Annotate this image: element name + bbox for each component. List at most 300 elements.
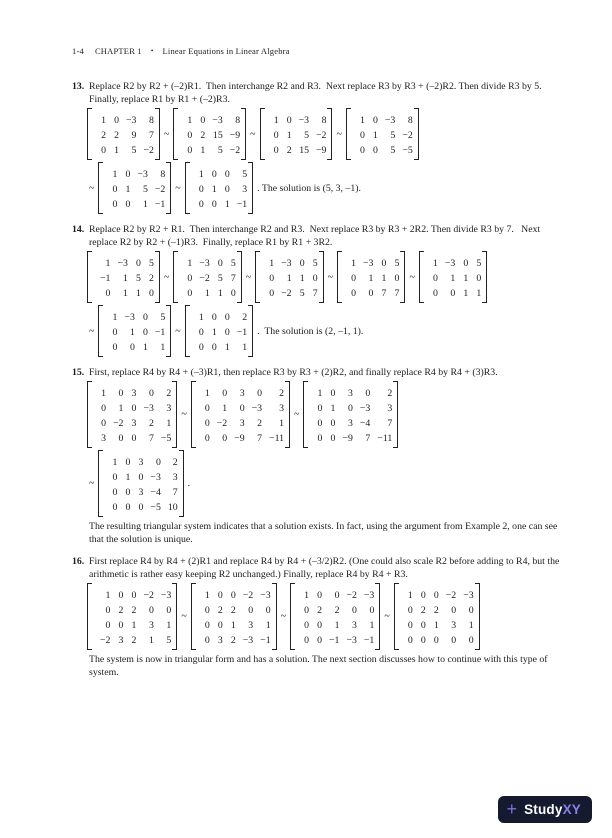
matrix-cell: 0: [198, 342, 204, 353]
matrix-cell: 7: [312, 288, 318, 299]
matrix-cell: 0: [450, 288, 456, 299]
matrix-cell: 0: [166, 605, 172, 616]
matrix-line: [86, 583, 570, 650]
matrix-cell: −2: [143, 590, 154, 601]
matrix-cell: 0: [204, 605, 210, 616]
matrix-cell: 0: [269, 288, 275, 299]
tilde-separator: ~: [181, 611, 187, 622]
matrix-cell: 1: [242, 342, 248, 353]
section-title: Linear Equations in Linear Algebra: [162, 46, 290, 56]
matrix-cell: 3: [148, 620, 154, 631]
matrix-cell: 0: [187, 273, 193, 284]
problem-number: 13.: [72, 81, 85, 92]
matrix-cell: 1: [369, 620, 375, 631]
matrix-line: [86, 381, 570, 448]
problem-number: 15.: [72, 367, 85, 378]
matrix-cell: 0: [200, 115, 206, 126]
matrix: [419, 251, 487, 303]
matrix-cell: 1: [463, 273, 469, 284]
matrix-cell: 1: [166, 418, 172, 429]
matrix-cell: −3: [150, 472, 161, 483]
matrix-cell: 3: [347, 418, 353, 429]
matrix-cell: 0: [138, 502, 144, 513]
matrix-cell: 0: [407, 635, 413, 646]
matrix-cell: 1: [433, 620, 439, 631]
matrix-cell: 0: [432, 273, 438, 284]
matrix-cell: 2: [420, 605, 426, 616]
matrix-cell: 0: [114, 115, 119, 126]
matrix-cell: −9: [229, 130, 241, 141]
matrix-cell: −1: [329, 635, 340, 646]
matrix-cell: 3: [387, 403, 393, 414]
matrix-cell: 0: [230, 590, 236, 601]
matrix-cell: 1: [112, 457, 118, 468]
matrix-cell: 0: [129, 342, 135, 353]
matrix-cell: −1: [154, 199, 166, 210]
matrix-cell: 2: [114, 130, 119, 141]
matrix-cell: 0: [317, 418, 323, 429]
matrix-cell: 0: [407, 620, 413, 631]
matrix-cell: 1: [286, 273, 292, 284]
matrix: [98, 162, 171, 214]
matrix: [87, 583, 177, 650]
matrix-cell: 3: [138, 457, 144, 468]
matrix-cell: 0: [317, 433, 323, 444]
matrix-cell: −3: [298, 115, 310, 126]
matrix-cell: 1: [432, 258, 438, 269]
matrix-cell: 5: [148, 258, 154, 269]
matrix-cell: 5: [230, 258, 236, 269]
matrix-line: [86, 305, 570, 357]
matrix-cell: 3: [166, 403, 172, 414]
matrix-cell: 3: [352, 620, 357, 631]
matrix-cell: −2: [281, 288, 292, 299]
matrix-cell: 7: [148, 130, 154, 141]
matrix-cell: 1: [112, 169, 118, 180]
matrix-cell: 5: [476, 258, 482, 269]
matrix-cell: 1: [160, 342, 166, 353]
matrix-cell: 8: [235, 115, 241, 126]
matrix-lines: [72, 583, 570, 650]
matrix-cell: 0: [217, 258, 223, 269]
matrix-cell: 7: [394, 288, 400, 299]
matrix-cell: 1: [105, 590, 111, 601]
matrix-cell: 0: [312, 273, 318, 284]
tilde-separator: ~: [89, 325, 95, 337]
problem-text: First, replace R4 by R4 + (–3)R1, then replace R3 by R3 + (2)R2, and finally replace R4 by R4 + (3)R3.: [89, 367, 498, 378]
matrix: [173, 251, 241, 303]
matrix-cell: −3: [444, 258, 456, 269]
matrix-cell: 8: [160, 169, 166, 180]
chapter-label: CHAPTER 1: [94, 46, 142, 56]
matrix-cell: 1: [131, 620, 137, 631]
matrix-cell: 1: [166, 620, 172, 631]
matrix-cell: 2: [166, 388, 172, 399]
matrix-cell: 0: [118, 590, 124, 601]
matrix-cell: 5: [242, 169, 248, 180]
matrix-cell: 0: [433, 635, 439, 646]
matrix-cell: −3: [199, 258, 210, 269]
matrix-cell: 0: [112, 199, 118, 210]
tilde-separator: ~: [163, 271, 170, 283]
matrix-cell: 1: [187, 115, 193, 126]
matrix-cell: 1: [122, 288, 128, 299]
matrix-cell: 0: [476, 273, 482, 284]
matrix-line-note: . The solution is (2, –1, 1).: [257, 325, 364, 337]
matrix-cell: 1: [129, 327, 135, 338]
matrix: [260, 108, 333, 160]
matrix-cell: 2: [131, 635, 137, 646]
matrix-cell: 1: [114, 145, 119, 156]
matrix-cell: 0: [463, 258, 469, 269]
matrix-cell: 0: [118, 620, 124, 631]
matrix-cell: 0: [286, 115, 292, 126]
matrix-cell: 0: [372, 115, 378, 126]
matrix-cell: 0: [248, 605, 254, 616]
matrix-cell: 1: [148, 635, 154, 646]
matrix-cell: 1: [330, 403, 336, 414]
matrix-cell: −3: [251, 403, 263, 414]
matrix-cell: 3: [131, 388, 137, 399]
tilde-separator: ~: [327, 271, 334, 283]
matrix-cell: 2: [118, 605, 124, 616]
tilde-separator: ~: [175, 182, 181, 194]
matrix-cell: 5: [394, 258, 400, 269]
matrix-cell: 0: [198, 199, 204, 210]
matrix-cell: −1: [236, 199, 248, 210]
matrix-cell: −3: [126, 115, 137, 126]
matrix-cell: 1: [204, 288, 210, 299]
matrix-cell: 0: [351, 273, 357, 284]
matrix-cell: 1: [372, 130, 378, 141]
matrix-cell: 8: [148, 115, 154, 126]
problem-conclusion: The system is now in triangular form and has a solution. The next section discusses how to continue with this type of system.: [89, 654, 551, 678]
matrix: [394, 583, 480, 650]
matrix-cell: 1: [224, 199, 230, 210]
matrix: [255, 251, 323, 303]
matrix-cell: 3: [131, 418, 137, 429]
matrix-cell: −5: [160, 433, 172, 444]
matrix: [185, 305, 253, 357]
matrix: [191, 381, 290, 448]
matrix-line: [86, 450, 570, 517]
matrix-cell: 1: [468, 620, 474, 631]
matrix-cell: 1: [273, 115, 279, 126]
matrix-cell: 0: [239, 403, 245, 414]
matrix-cell: 1: [476, 288, 482, 299]
matrix-cell: 0: [118, 433, 124, 444]
matrix-cell: −4: [359, 418, 371, 429]
matrix-cell: 0: [204, 635, 210, 646]
page-number: 1-4: [72, 46, 84, 56]
matrix-cell: 2: [279, 388, 285, 399]
matrix-cell: −11: [269, 433, 285, 444]
problem-head: [72, 80, 570, 106]
matrix-cell: −2: [113, 418, 124, 429]
matrix-cell: 0: [105, 605, 111, 616]
matrix-cell: 0: [369, 605, 375, 616]
matrix-cell: 0: [230, 288, 236, 299]
problem: [72, 366, 570, 546]
matrix: [87, 108, 160, 160]
matrix-cell: 1: [211, 327, 217, 338]
matrix-cell: 1: [304, 590, 310, 601]
tilde-separator: ~: [163, 128, 170, 140]
matrix-cell: 2: [257, 418, 263, 429]
matrix-cell: 1: [112, 312, 118, 323]
matrix-cell: 0: [433, 590, 439, 601]
matrix-cell: 0: [187, 288, 193, 299]
matrix-cell: −9: [316, 145, 327, 156]
matrix-cell: 1: [279, 418, 285, 429]
matrix-cell: −3: [137, 169, 148, 180]
matrix-cell: 0: [148, 605, 154, 616]
matrix-cell: −2: [154, 184, 166, 195]
matrix-cell: 9: [131, 130, 137, 141]
matrix-cell: −3: [346, 635, 357, 646]
matrix-cell: 1: [200, 145, 206, 156]
matrix-line: [86, 162, 570, 214]
matrix-cell: 0: [112, 184, 118, 195]
tilde-separator: ~: [250, 128, 256, 140]
matrix: [290, 583, 380, 650]
matrix-cell: 0: [125, 457, 131, 468]
matrix-cell: 1: [407, 590, 413, 601]
matrix-cell: 0: [265, 605, 271, 616]
problem-text: First replace R4 by R4 + (2)R1 and replace R4 by R4 + (–3/2)R2. (One could also scale R2 before adding to R4, but the arithmetic is rather easy keeping R2 unchanged.) Finally, replace R4 by R4 + R3.: [89, 556, 562, 580]
matrix-cell: 3: [248, 620, 254, 631]
matrix-cell: 0: [365, 388, 371, 399]
matrix-cell: 0: [381, 258, 387, 269]
matrix-cell: −3: [384, 115, 396, 126]
matrix-cell: 1: [317, 388, 323, 399]
matrix-cell: 1: [368, 273, 374, 284]
matrix-cell: 0: [135, 258, 141, 269]
matrix-cell: 2: [242, 312, 248, 323]
matrix-cell: 1: [286, 130, 292, 141]
matrix-cell: 7: [230, 273, 236, 284]
matrix-cell: 0: [330, 418, 336, 429]
matrix: [346, 108, 419, 160]
matrix-cell: 15: [212, 130, 223, 141]
matrix: [98, 450, 183, 517]
matrix-cell: −3: [242, 635, 254, 646]
matrix-cell: 0: [351, 288, 357, 299]
matrix-cell: 0: [224, 312, 230, 323]
matrix-cell: −9: [234, 433, 245, 444]
matrix-cell: 3: [217, 635, 223, 646]
matrix-cell: 0: [304, 620, 310, 631]
matrix-cell: 0: [451, 635, 457, 646]
matrix-cell: 2: [148, 273, 154, 284]
matrix-cell: −2: [242, 590, 254, 601]
matrix-cell: 1: [142, 342, 148, 353]
matrix-cell: −3: [212, 115, 223, 126]
matrix-cell: 5: [166, 635, 172, 646]
problem: [72, 80, 570, 214]
matrix-line: [86, 108, 570, 160]
matrix-cell: 2: [230, 605, 236, 616]
matrix-cell: 10: [167, 502, 178, 513]
matrix-cell: 0: [334, 590, 340, 601]
matrix-cell: −2: [216, 418, 228, 429]
matrix: [87, 381, 177, 448]
matrix-cell: −2: [316, 130, 327, 141]
matrix-cell: 0: [198, 184, 204, 195]
matrix-cell: 0: [304, 605, 310, 616]
logo-text-accent: XY: [562, 802, 581, 817]
matrix-cell: −3: [260, 590, 271, 601]
matrix-cell: 0: [112, 487, 118, 498]
matrix-cell: 7: [257, 433, 263, 444]
matrix-cell: 1: [204, 388, 210, 399]
problem-text: Replace R2 by R2 + R1. Then interchange R2 and R3. Next replace R3 by R3 + 2R2. Then divide R3 by 7. Next replace R2 by R2 + (–1)R3. Finally, replace R1 by R1 + 3R2.: [89, 224, 543, 248]
matrix-cell: 1: [204, 590, 210, 601]
matrix-cell: 3: [172, 472, 178, 483]
problem-number: 16.: [72, 556, 85, 567]
matrix-cell: 3: [242, 184, 248, 195]
matrix-lines: [72, 251, 570, 357]
matrix-line-note: .: [187, 478, 191, 489]
matrix-cell: 0: [394, 273, 400, 284]
tilde-separator: ~: [89, 182, 95, 194]
matrix-cell: 3: [138, 487, 144, 498]
matrix-cell: −3: [463, 590, 474, 601]
matrix-cell: 0: [359, 145, 365, 156]
matrix-cell: 15: [299, 145, 310, 156]
matrix-cell: −11: [377, 433, 393, 444]
matrix-cell: 3: [101, 433, 106, 444]
matrix-cell: 1: [334, 620, 340, 631]
matrix-cell: 2: [172, 457, 178, 468]
matrix-cell: 0: [112, 502, 118, 513]
matrix-cell: 2: [200, 130, 206, 141]
studyxy-logo: [498, 796, 592, 823]
matrix-cell: 0: [273, 130, 279, 141]
matrix-cell: 0: [420, 590, 426, 601]
matrix: [98, 305, 171, 357]
tilde-separator: ~: [89, 478, 95, 489]
matrix-cell: 1: [224, 342, 230, 353]
problem-text: Replace R2 by R2 + (–2)R1. Then interchange R2 and R3. Next replace R3 by R3 + (–2)R2. Then divide R3 by 5. Finally, replace R1 by R1 + (–2)R3.: [89, 81, 547, 105]
matrix-cell: 1: [381, 273, 387, 284]
matrix-cell: −5: [402, 145, 413, 156]
problems-list: [0, 80, 612, 679]
matrix-cell: 5: [390, 130, 396, 141]
matrix-cell: 5: [304, 130, 310, 141]
matrix-cell: 1: [269, 258, 275, 269]
matrix-cell: 0: [217, 620, 223, 631]
matrix-cell: 1: [187, 258, 193, 269]
matrix-cell: −3: [117, 258, 128, 269]
matrix-cell: 0: [125, 487, 131, 498]
matrix-cell: 0: [372, 145, 378, 156]
matrix-cell: −5: [150, 502, 161, 513]
matrix-cell: 3: [239, 388, 245, 399]
matrix-cell: 3: [279, 403, 285, 414]
matrix-cell: 0: [217, 590, 223, 601]
matrix-cell: 0: [317, 403, 323, 414]
matrix-cell: 2: [286, 145, 292, 156]
header-bullet: •: [150, 47, 154, 55]
matrix-cell: −1: [154, 327, 166, 338]
matrix-cell: 2: [131, 605, 137, 616]
matrix-cell: 1: [101, 115, 106, 126]
matrix-cell: 0: [187, 145, 193, 156]
matrix-cell: 0: [101, 145, 106, 156]
matrix-cell: 0: [224, 169, 230, 180]
matrix-cell: 2: [217, 605, 223, 616]
matrix: [185, 162, 253, 214]
matrix-cell: 0: [204, 418, 210, 429]
matrix-cell: 0: [317, 590, 323, 601]
matrix-cell: 5: [299, 288, 305, 299]
matrix-cell: 2: [230, 635, 236, 646]
matrix-cell: −3: [363, 590, 375, 601]
matrix-cell: −1: [363, 635, 375, 646]
matrix-cell: −2: [445, 590, 457, 601]
matrix-line: [86, 251, 570, 303]
matrix-cell: 0: [222, 388, 228, 399]
matrix: [191, 583, 277, 650]
matrix-cell: 0: [269, 273, 275, 284]
matrix-cell: 0: [155, 457, 161, 468]
matrix-cell: 0: [211, 199, 217, 210]
matrix-cell: −1: [260, 635, 271, 646]
matrix: [337, 251, 405, 303]
matrix-cell: 0: [105, 288, 111, 299]
matrix-cell: 0: [131, 590, 137, 601]
tilde-separator: ~: [294, 409, 300, 420]
matrix-cell: 5: [135, 273, 141, 284]
matrix-cell: 2: [148, 418, 154, 429]
matrix-cell: 8: [407, 115, 413, 126]
logo-text-primary: Study: [524, 802, 563, 817]
matrix-cell: 0: [420, 635, 426, 646]
problem: [72, 555, 570, 679]
matrix-cell: 1: [299, 273, 305, 284]
matrix-lines: [72, 381, 570, 517]
matrix-cell: 8: [321, 115, 327, 126]
matrix-cell: 0: [131, 403, 137, 414]
matrix-cell: −2: [100, 635, 111, 646]
matrix-lines: [72, 108, 570, 214]
matrix-cell: 0: [304, 635, 310, 646]
matrix-cell: 1: [125, 184, 131, 195]
problem: [72, 223, 570, 357]
matrix-cell: 0: [125, 169, 131, 180]
tilde-separator: ~: [384, 611, 390, 622]
matrix-cell: 0: [359, 130, 365, 141]
matrix-cell: 1: [359, 115, 365, 126]
matrix-cell: 0: [204, 620, 210, 631]
matrix-cell: 7: [381, 288, 387, 299]
matrix-cell: 5: [160, 312, 166, 323]
problem-head: [72, 366, 570, 379]
matrix-cell: 1: [222, 403, 228, 414]
tilde-separator: ~: [245, 271, 252, 283]
matrix: [173, 108, 246, 160]
matrix-cell: 1: [142, 199, 148, 210]
plus-icon: +: [506, 799, 518, 819]
matrix-cell: 0: [142, 327, 148, 338]
matrix-cell: −2: [143, 145, 154, 156]
matrix-cell: 0: [347, 403, 353, 414]
page-header: [72, 46, 568, 56]
matrix-cell: 0: [131, 433, 137, 444]
matrix: [87, 251, 160, 303]
matrix-cell: 0: [211, 342, 217, 353]
